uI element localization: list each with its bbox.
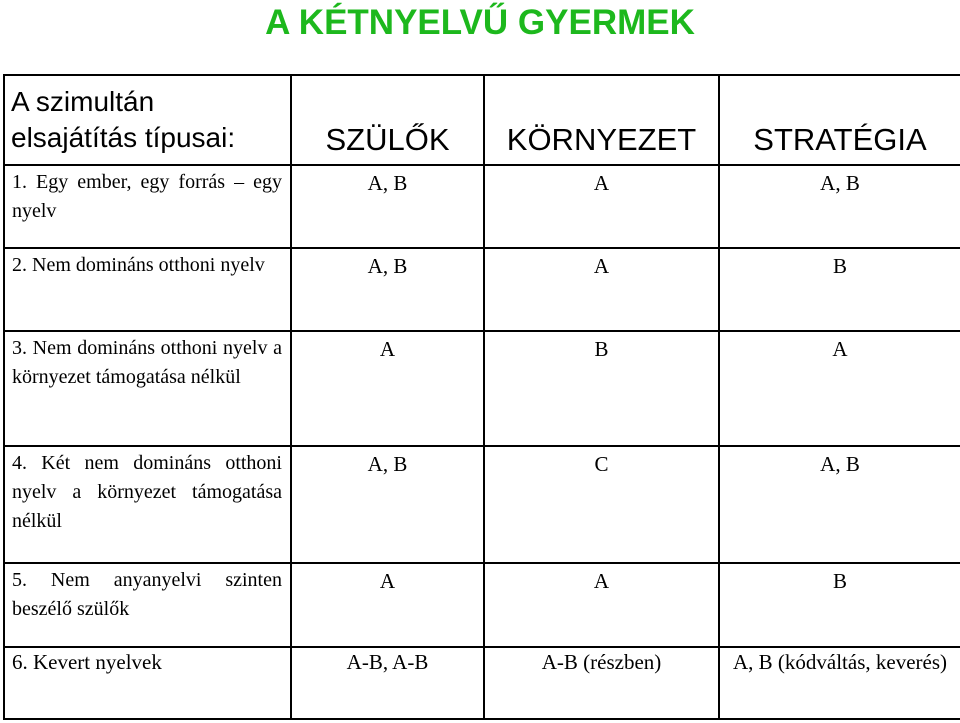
cell-environment: A <box>484 563 719 647</box>
header-environment: KÖRNYEZET <box>484 75 719 165</box>
row-label: 4. Két nem domináns otthoni nyelv a környezet támogatása nélkül <box>4 446 291 563</box>
table-row <box>4 248 960 331</box>
cell-strategy: A, B <box>719 165 960 248</box>
cell-parents: A, B <box>291 248 484 331</box>
cell-strategy: A <box>719 331 960 446</box>
row-label: 2. Nem domináns otthoni nyelv <box>4 248 291 331</box>
page-title: A KÉTNYELVŰ GYERMEK <box>265 3 695 42</box>
table-row <box>4 446 960 563</box>
cell-strategy: A, B <box>719 446 960 563</box>
header-types: A szimultán elsajátítás típusai: <box>4 75 291 165</box>
table-row <box>4 563 960 647</box>
cell-strategy: B <box>719 563 960 647</box>
cell-environment: A <box>484 165 719 248</box>
cell-parents: A <box>291 331 484 446</box>
table-row <box>4 165 960 248</box>
table-header-row <box>4 75 960 165</box>
cell-strategy: B <box>719 248 960 331</box>
cell-environment: B <box>484 331 719 446</box>
cell-parents: A, B <box>291 446 484 563</box>
table-row <box>4 647 960 719</box>
row-label: 6. Kevert nyelvek <box>4 647 291 719</box>
row-label: 1. Egy ember, egy forrás – egy nyelv <box>4 165 291 248</box>
cell-environment: A <box>484 248 719 331</box>
cell-environment: A-B (részben) <box>484 647 719 719</box>
row-label: 3. Nem domináns otthoni nyelv a környezet támogatása nélkül <box>4 331 291 446</box>
header-parents: SZÜLŐK <box>291 75 484 165</box>
cell-parents: A-B, A-B <box>291 647 484 719</box>
bilingual-types-table <box>3 74 960 720</box>
cell-environment: C <box>484 446 719 563</box>
table-row <box>4 331 960 446</box>
cell-parents: A, B <box>291 165 484 248</box>
cell-strategy: A, B (kódváltás, keverés) <box>719 647 960 719</box>
row-label: 5. Nem anyanyelvi szinten beszélő szülők <box>4 563 291 647</box>
cell-parents: A <box>291 563 484 647</box>
header-strategy: STRATÉGIA <box>719 75 960 165</box>
